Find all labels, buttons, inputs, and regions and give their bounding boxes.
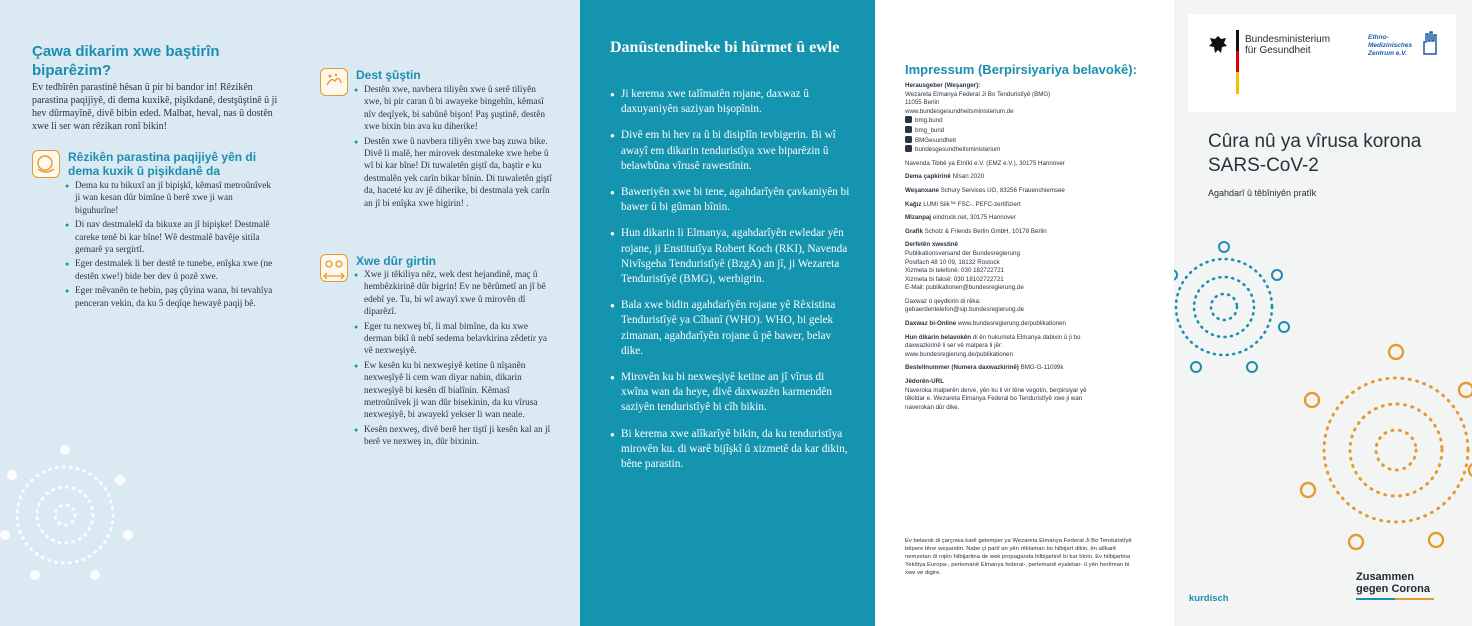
instagram-handle[interactable]: bundesgesundheitsministerium [915,146,1001,154]
order-number-value: BMG-G-11099k [1020,364,1064,372]
paper-value: LUMI Silk™ FSC-, PEFC-zertifiziert [923,200,1021,208]
facebook-handle[interactable]: bmg.bund [915,117,943,125]
extra-link[interactable]: www.bundesregierung.de/publikationen [905,350,1014,358]
impressum-text [905,82,1145,412]
bullet-list [610,87,850,483]
partner-line: Navenda Tibbê ya Etnîkî e.V. (EMZ e.V.), 30175 Hannover [905,159,1065,167]
cover-title-line: Cûra nû ya vîrusa korona [1208,131,1422,152]
online-link[interactable]: www.bundesregierung.de/publikationen [957,320,1066,328]
publisher-line: 11055 Berlin [905,99,940,107]
emz-hand-icon [1420,30,1440,56]
page-heading: Çawa dikarim xwe baştirîn biparêzim? [32,43,220,79]
cover-subtitle: Agahdarî û têbîniyên pratîk [1208,188,1317,198]
print-date-value: Nîsan 2020 [952,173,985,181]
source-line: têkildar e. Wezareta Elmanya Federal bo Tenduristîyê xwe ji wan [905,395,1083,403]
bullet-list [65,180,275,312]
language-label: kurdisch [1189,593,1229,604]
printer-label: Mîzanpaj [905,214,932,222]
impressum-heading: Impressum (Berpirsiyariya belavokê): [905,62,1137,77]
list-item: ● Ew kesên ku bi nexweşiyê ketine û nîşanên nexweşîyê li cem wan diyar nabin, dikarin nexweşîyê bi kesên dî bialînin. Kêmasî metroûnîvek ji wan dûr bisekinin, da ku vîrusa nexweşiyê, bi awayekî yekser li wan neale. [354,360,554,422]
list-item: ● Eger tu nexweş bî, li mal bimîne, da ku xwe derman bikî û nebî sedema belavkirina zêdetir ya vê nexweşiyê. [354,321,554,358]
emz-line: Zentrum e.V. [1368,50,1407,57]
print-date-label: Dema çapkirinê [905,173,951,181]
list-item: ● Destên xwe, navbera tiliyên xwe û serê tiliyên xwe, bi pir caran û bi awayeke bingehîn, kêmasî nîv deqîyek, bi sabûnê bişon! Paş şuştinê, destên xwe bixin bin ava ku diherike! [354,84,554,134]
list-item: ● Hun dikarin li Elmanya, agahdarîyên ewledar yên rojane, ji Enstitutîya Robert Koch (RKI), Navenda Nivîsgeha Tenduristîyê (BzgA) an jî, ji Wezareta Tenduristîyê (BMG), werbigrin. [610,226,850,287]
ministry-line: für Gesundheit [1245,45,1311,56]
source-line: Naveroka malperên derve, yên ku li vir têne vegotin, berpirsiyar yê [905,386,1087,394]
blue-virus-icon [1174,235,1297,380]
layout-label: Weşanxane [905,186,939,194]
list-item: ● Ji kerema xwe talîmatên rojane, daxwaz û daxuyaniyên saziyan bişopînin. [610,87,850,117]
section-title: Dest şûştin [356,68,421,82]
section-title: Rêzikên parastina paqijiyê yên di dema kuxik û pişikdanê da [68,150,257,178]
printer-value: eindruck.net, 30175 Hannover [932,214,1016,222]
list-item: ● Xwe ji têkiliya nêz, wek dest hejandinê, maç û hembêzkirinê dûr bigrin! Ev ne bêrûmetî an jî bê edebî ye. Tu, bi wî awayî xwe û mirovên dî diparêzî. [354,269,554,319]
list-item: ● Bala xwe bidin agahdarîyên rojane yê Rêxistina Tenduristîyê ya Cîhanî (WHO). WHO, bi gelek zimanan, agahdarîyên rojane û pê bawer, belav dike. [610,298,850,359]
respect-panel [580,0,875,626]
cover-title [1208,130,1468,178]
publisher-label: Herausgeber (Weşanger): [905,82,981,89]
graphic-value: Scholz & Friends Berlin GmbH, 10178 Berlin [924,227,1047,235]
layout-value: Schury Services UG, 83256 Frauenchiemsee [940,186,1065,194]
cover-title-line: SARS-CoV-2 [1208,155,1319,176]
twitter-icon [905,126,912,133]
section-title: Xwe dûr girtin [356,254,437,268]
order-line: Publikationsversand der Bundesregierung [905,249,1020,257]
list-item: ● Dema ku tu bikuxî an jî bipişkî, kêmasî metroûnîvek ji wan kesan dûr bimîne û berê xwe ji wan biguhurîne! [65,180,275,217]
facebook-icon [905,116,912,123]
campaign-line: Zusammen [1356,571,1415,583]
source-label: Jêdorên-URL [905,378,944,386]
list-item: ● Bi kerema xwe alîkarîyê bikin, da ku tenduristîya mirovên ku. di warê bijîşkî û xizmetê da kar dikin, bêne parastin. [610,427,850,473]
list-item: ● Divê em bi hev ra û bi disiplîn tevbigerin. Bi wî awayî em dikarin tenduristîya xwe biparêzin û belawbûna vîrusê rawestînin. [610,128,850,174]
graphic-label: Grafik [905,227,923,235]
cover-panel [1174,0,1472,626]
virus-decoration-icon [0,425,150,595]
disclaimer-text: Ev belavok di çarçowa karê gelemper ya Wezareta Elmanya Federal Ji Bo Tenduristîyê bêpere têne weşandin. Nabe çi partî an yên rêklaman bo hilbijart dikin, ên alîkarê nemzetan di rojên hilbijartina de wek propaganda hilbijartinê bi kar bînin. Ev hilbijartina Yekîtiya Europa-, perlemanê Elmanya federal-, perlemanê eyaletan- û yên herêman bi xwe ve digire. [905,538,1132,576]
panel-heading: Danûstendineke bi hûrmet û ewle [610,39,840,56]
email-order-link[interactable]: gebaerdentelefon@sip.bundesregierung.de [905,306,1025,314]
sneeze-icon [32,150,60,178]
inside-left-panel [0,0,580,626]
campaign-logo [1356,571,1430,595]
list-item: ● Destên xwe û navbera tiliyên xwe baş zuwa bike. Divê li malê, her mirovek destmaleke xwe hebe û wî bi kar bîne! Di tuwaletên giştî da, baştir e ku destmalên yek carîn bikar bînin. Di tuwaletên giştî da, haceté ku av jê diherike, bi destmala yek carîn an jî bi enîşka xwe bigirin! . [354,136,554,210]
paper-label: Kağız [905,200,922,208]
emz-line: Ethno- [1368,34,1389,41]
extra-line: daxwazkirinê li ser vê malpera li jêr: [905,342,1003,350]
email-order-label: Daxwaz û qeydkirin di rêka: [905,297,981,305]
order-label: Derfetên xwestinê [905,241,958,249]
section-sneeze [32,150,272,340]
order-number-label: Bestellnummer (Numera daxwazkirinê) [905,364,1019,372]
list-item: ● Eger mêvanên te hebin, paş çûyina wana, bi tevahîya penceran vekin, da ku 5 deqîqe hewayê paqij bê. [65,285,275,310]
list-item: ● Kesên nexweş, divê berê her tiştî ji kesên kal an jî berê ve nexweş in, dûr bixinin. [354,424,554,449]
distance-icon [320,254,348,282]
order-line: E-Mail: publikationen@bundesregierung.de [905,284,1024,292]
federal-eagle-icon [1208,34,1228,56]
orange-virus-icon [1286,330,1472,570]
youtube-handle[interactable]: BMGesundheit [915,136,956,144]
bullet-list [354,84,554,212]
emz-line: Medizinisches [1368,42,1413,49]
extra-label: Hun dikarin belavokên [905,333,972,341]
section-handwash [320,68,560,248]
order-line: Postfach 48 10 09, 18132 Rostock [905,258,1000,266]
order-line: Xizmeta bi telefonê: 030 182722721 [905,267,1005,275]
source-line: naverokan dûr dike. [905,403,960,411]
intro-text: Ev tedbîrên parastinê hêsan û pir bi bandor in! Rêzikên parastina paqijiyê, di dema kuxikê, pişikdanê, destşûştinê û ji hev dûrmayînê, divê bibin eded. Malbat, heval, nas û dostên xwe li ser wan rêzikan ronî bikin! [32,82,278,132]
campaign-underline [1356,598,1434,600]
bullet-list [354,269,554,451]
impressum-panel [875,0,1174,626]
online-label: Daxwaz bi-Online [905,320,957,328]
order-line: Xizmeta bi faksê: 030 18102722721 [905,275,1004,283]
emz-logo-text [1368,34,1412,58]
logo-box [1188,14,1456,112]
list-item: ● Baweriyên xwe bi tene, agahdarîyên çavkaniyên bi bawer û bi gûman bînin. [610,185,850,215]
publisher-line: Wezareta Elmanya Federal Ji Bo Tenduristîyê (BMG) [905,90,1051,98]
handwash-icon [320,68,348,96]
campaign-line: gegen Corona [1356,583,1430,595]
list-item: ● Mirovên ku bi nexweşiyê ketine an jî vîrus di xwîna wan da heye, divê daxwazên karmendên saziyên tenduristîyê bi cîh bikin. [610,370,850,416]
list-item: ● Eger destmalek li ber destê te tunebe, enîşka xwe (ne destên xwe!) bide ber dev û pozê xwe. [65,258,275,283]
ministry-line: Bundesministerium [1245,34,1331,45]
ministry-name [1245,34,1330,56]
section-distance [320,254,560,474]
twitter-handle[interactable]: bmg_bund [915,126,945,134]
extra-line: di ên hukumeta Elmanya dabixin û ji bo [972,333,1081,341]
german-flag-stripe [1236,30,1239,94]
publisher-website-link[interactable]: www.bundesgesundheitsministerium.de [905,107,1014,115]
list-item: ● Di nav destmalekî da bikuxe an jî bipişke! Destmalê careke tenê bi kar bîne! Wê destmalê bavêje sitila gemarê ya sergirtî. [65,219,275,256]
instagram-icon [905,145,912,152]
youtube-icon [905,136,912,143]
